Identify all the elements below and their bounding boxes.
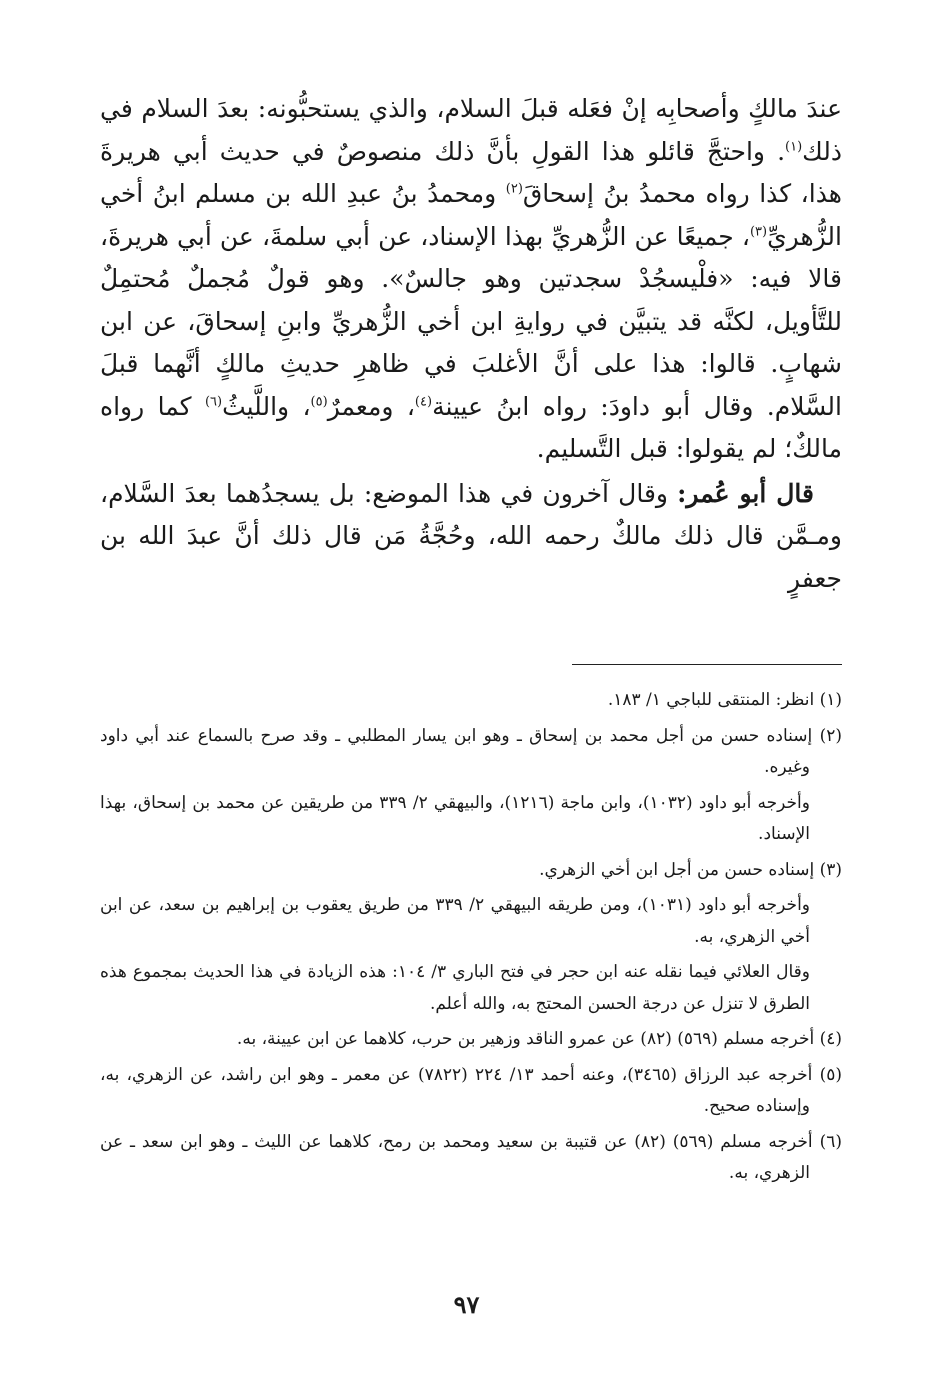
footnote-ref-1[interactable]: (١) xyxy=(785,139,803,155)
footnote-divider xyxy=(572,664,842,665)
text-run: كما رواه مالكٌ؛ لم يقولوا: قبل التَّسليم. xyxy=(100,391,842,463)
footnote-3-continuation-2: وقال العلائي فيما نقله عنه ابن حجر في فتح الباري ٣/ ١٠٤: هذه الزيادة في هذا الحديث بمجموع هذه الطرق لا تنزل عن درجة الحسن المحتج به، والله أعلم. xyxy=(100,962,811,1014)
footnote-ref-2[interactable]: (٢) xyxy=(505,181,523,197)
footnote-3: (٣) إسناده حسن من أجل ابن أخي الزهري. xyxy=(539,859,842,880)
footnote-4: (٤) أخرجه مسلم (٥٦٩) (٨٢) عن عمرو الناقد وزهير بن حرب، كلاهما عن ابن عيينة، به. xyxy=(236,1029,842,1049)
footnote-ref-6[interactable]: (٦) xyxy=(204,394,223,410)
text-run: ومحمدُ بنُ عبدِ الله بن مسلم ابنُ أخي الزُّهريِّ xyxy=(100,179,842,251)
main-paragraph-1 xyxy=(100,88,842,471)
main-paragraph-2 xyxy=(100,473,842,601)
speaker-lead: قال أبو عُمر: xyxy=(677,478,814,508)
footnote-2: (٢) إسناده حسن من أجل محمد بن إسحاق ـ وهو ابن يسار المطلبي ـ وقد صرح بالسماع عند أبي داود وغيره. xyxy=(100,725,842,777)
page-number: ٩٧ xyxy=(453,1290,480,1319)
text-run: ، جميعًا عن الزُّهريِّ بهذا الإسناد، عن أبي سلمةَ، عن أبي هريرةَ، قالا فيه: «فلْيسجُدْ سجدتين وهو جالسٌ». وهو قولٌ مُجملٌ مُحتمِلٌ للتَّأويل، لكنَّه قد يتبيَّن في روايةِ ابن أخي الزُّهريِّ وابنِ إسحاقَ، عن ابن شهابٍ. قالوا: هذا على أنَّ الأغلبَ في ظاهرِ حديثِ مالكٍ أنَّهما قبلَ السَّلام. وقال أبو داودَ: رواه ابنُ عيينة xyxy=(100,221,842,421)
footnote-ref-4[interactable]: (٤) xyxy=(414,394,433,410)
footnote-1: (١) انظر: المنتقى للباجي ١/ ١٨٣. xyxy=(607,690,842,710)
text-run: وقال آخرون في هذا الموضع: بل يسجدُهما بعدَ السَّلام، ومـمَّن قال ذلك مالكٌ رحمه الله، وحُجَّةُ مَن قال ذلك أنَّ عبدَ الله بن جعفرٍ xyxy=(100,478,842,593)
footnote-5: (٥) أخرجه عبد الرزاق (٣٤٦٥)، وعنه أحمد ١٣/ ٢٢٤ (٧٨٢٢) عن معمر ـ وهو ابن راشد، عن الزهري، به، وإسناده صحيح. xyxy=(100,1064,842,1116)
text-run: عندَ مالكٍ وأصحابِه إنْ فعَله قبلَ السلام، والذي يستحبُّونه: بعدَ السلام في ذلك xyxy=(100,94,842,166)
footnote-3-continuation-1: وأخرجه أبو داود (١٠٣١)، ومن طريقه البيهقي ٢/ ٣٣٩ من طريق يعقوب بن إبراهيم بن سعد، عن ابن أخي الزهري، به. xyxy=(100,895,811,947)
footnote-ref-3[interactable]: (٣) xyxy=(749,224,768,240)
footnote-6: (٦) أخرجه مسلم (٥٦٩) (٨٢) عن قتيبة بن سعيد ومحمد بن رمح، كلاهما عن الليث ـ وهو ابن سعد ـ عن الزهري، به. xyxy=(100,1131,842,1183)
footnote-2-continuation: وأخرجه أبو داود (١٠٣٢)، وابن ماجة (١٢١٦)، والبيهقي ٢/ ٣٣٩ من طريقين عن محمد بن إسحاق، بهذا الإسناد. xyxy=(100,792,810,844)
text-run: . واحتجَّ قائلو هذا القولِ بأنَّ ذلك منصوصٌ في حديث أبي هريرةَ هذا، كذا رواه محمدُ بنُ إسحاقَ xyxy=(100,136,842,208)
text-run: ، ومعمرٌ xyxy=(327,391,415,421)
text-run: ، واللَّيثُ xyxy=(222,391,311,421)
footnote-ref-5[interactable]: (٥) xyxy=(310,394,328,410)
footnotes xyxy=(100,685,842,1190)
main-text xyxy=(100,88,842,600)
